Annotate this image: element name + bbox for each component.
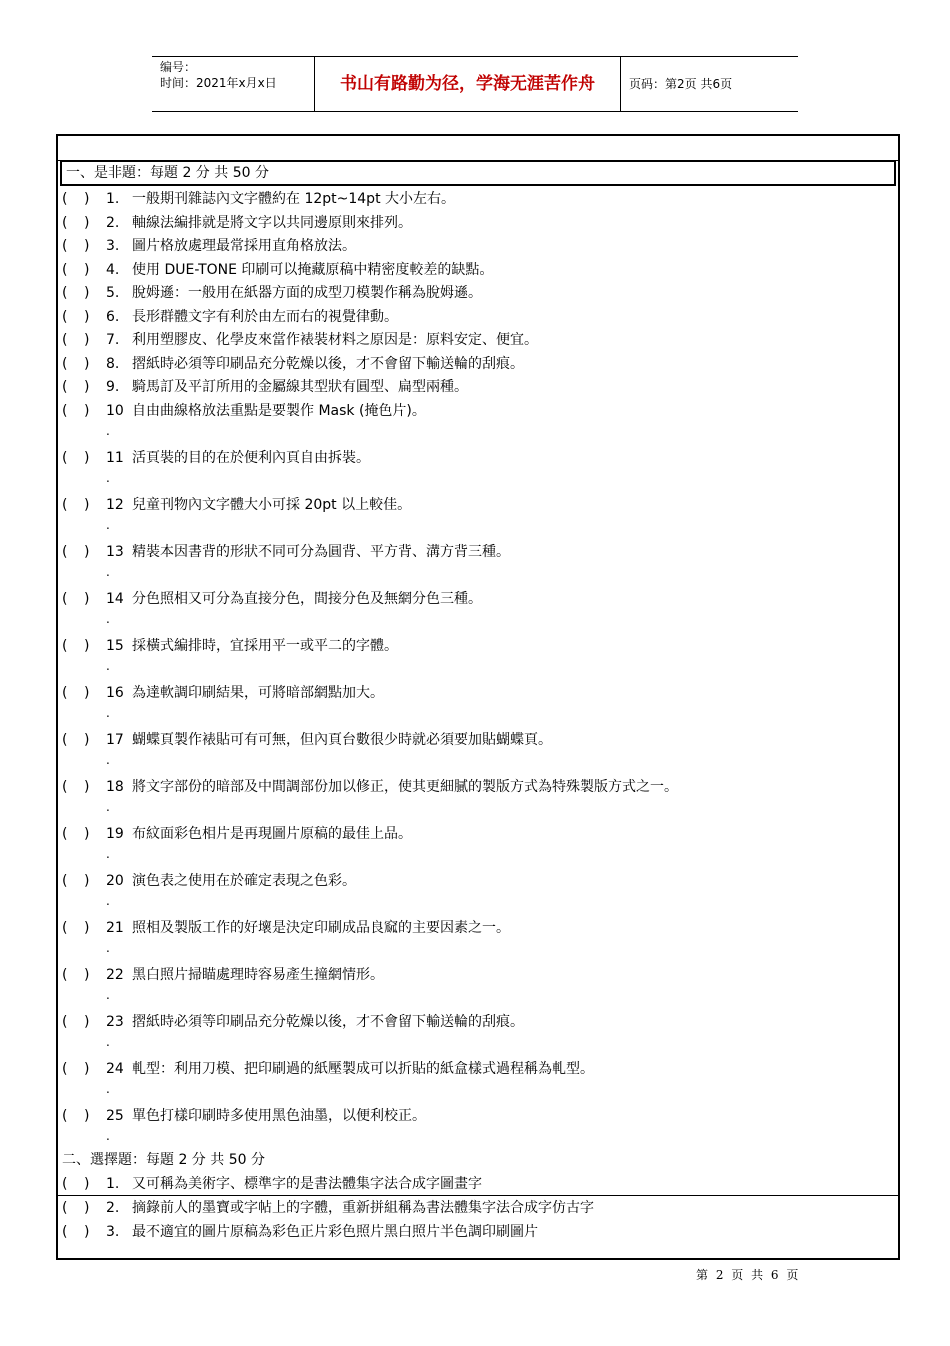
question-text: 軸線法編排就是將文字以共同邊原則來排列。 [132, 214, 412, 231]
paren-open: ( [62, 238, 68, 254]
number-dot: . [106, 752, 110, 767]
question-number: 3. [106, 238, 120, 254]
question-text: 摺紙時必須等印刷品充分乾燥以後，才不會留下輸送輪的刮痕。 [132, 1013, 524, 1030]
question-number: 11 [106, 449, 124, 466]
question-text: 利用塑膠皮、化學皮來當作裱裝材料之原因是：原料安定、便宜。 [132, 332, 538, 348]
question-number: 4. [106, 261, 120, 278]
number-dot: . [106, 517, 110, 532]
question-text: 最不適宜的圖片原稿為彩色正片彩色照片黑白照片半色調印刷圖片 [132, 1224, 538, 1240]
number-dot: . [106, 1081, 110, 1096]
question-number: 2. [106, 1200, 120, 1216]
paren-open: ( [62, 1176, 68, 1192]
paren-open: ( [62, 1013, 68, 1030]
number-dot: . [106, 658, 110, 673]
question-text: 將文字部份的暗部及中間調部份加以修正，使其更細膩的製版方式為特殊製版方式之一。 [132, 778, 678, 795]
question-number: 18 [106, 778, 124, 795]
number-dot: . [106, 564, 110, 579]
paren-open: ( [62, 355, 68, 372]
question-text: 使用 DUE-TONE 印刷可以掩藏原稿中精密度較差的缺點。 [132, 261, 494, 278]
paren-open: ( [62, 449, 68, 466]
paren-close: ) [84, 731, 90, 748]
paren-close: ) [84, 285, 90, 301]
question-text: 演色表之使用在於確定表現之色彩。 [132, 872, 356, 889]
paren-close: ) [84, 308, 90, 325]
paren-close: ) [84, 355, 90, 372]
paren-close: ) [84, 379, 90, 395]
question-text: 一般期刊雜誌內文字體約在 12pt~14pt 大小左右。 [132, 191, 456, 207]
paren-open: ( [62, 1200, 68, 1216]
page-header [152, 56, 798, 112]
section2-title: 二、選擇題：每題 2 分 共 50 分 [62, 1152, 265, 1168]
question-text: 黑白照片掃瞄處理時容易產生撞網情形。 [132, 966, 384, 983]
question-number: 3. [106, 1224, 120, 1240]
paren-close: ) [84, 919, 90, 936]
question-number: 5. [106, 285, 120, 301]
question-number: 12 [106, 496, 124, 513]
page-footer: 第 2 页 共 6 页 [696, 1268, 801, 1282]
paren-open: ( [62, 1060, 68, 1077]
paren-close: ) [84, 332, 90, 348]
question-number: 25 [106, 1107, 124, 1124]
paren-open: ( [62, 496, 68, 513]
frame-top-band [58, 136, 898, 161]
paren-close: ) [84, 590, 90, 607]
paren-open: ( [62, 308, 68, 325]
question-text: 活頁裝的目的在於便利內頁自由拆裝。 [132, 449, 370, 466]
paren-open: ( [62, 872, 68, 889]
paren-close: ) [84, 402, 90, 419]
question-text: 長形群體文字有利於由左而右的視覺律動。 [132, 308, 398, 325]
question-text: 照相及製版工作的好壞是決定印刷成品良窳的主要因素之一。 [132, 919, 510, 936]
paren-close: ) [84, 966, 90, 983]
question-text: 摘錄前人的墨寶或字帖上的字體，重新拼組稱為書法體集字法合成字仿古字 [132, 1200, 594, 1216]
paren-open: ( [62, 261, 68, 278]
question-number: 6. [106, 308, 120, 325]
question-number: 13 [106, 543, 124, 560]
paren-open: ( [62, 966, 68, 983]
question-number: 1. [106, 191, 120, 207]
paren-close: ) [84, 825, 90, 842]
number-dot: . [106, 940, 110, 955]
question-number: 20 [106, 872, 124, 889]
paren-close: ) [84, 1176, 90, 1192]
number-dot: . [106, 470, 110, 485]
paren-close: ) [84, 1107, 90, 1124]
paren-open: ( [62, 543, 68, 560]
question-number: 2. [106, 214, 120, 231]
question-number: 7. [106, 332, 120, 348]
paren-close: ) [84, 543, 90, 560]
paren-close: ) [84, 1060, 90, 1077]
paren-close: ) [84, 1013, 90, 1030]
question-number: 8. [106, 355, 120, 372]
paren-close: ) [84, 261, 90, 278]
exam-frame [56, 134, 900, 1260]
question-number: 14 [106, 590, 124, 607]
row-divider [58, 1195, 898, 1196]
question-text: 為達軟調印刷結果，可將暗部網點加大。 [132, 684, 384, 701]
date-label: 时间：2021年x月x日 [160, 76, 277, 90]
question-number: 23 [106, 1013, 124, 1030]
number-dot: . [106, 1034, 110, 1049]
question-number: 19 [106, 825, 124, 842]
paren-close: ) [84, 191, 90, 207]
question-number: 17 [106, 731, 124, 748]
question-number: 16 [106, 684, 124, 701]
header-meta [152, 57, 315, 111]
paren-close: ) [84, 684, 90, 701]
paren-close: ) [84, 637, 90, 654]
question-text: 摺紙時必須等印刷品充分乾燥以後，才不會留下輸送輪的刮痕。 [132, 355, 524, 372]
paren-open: ( [62, 332, 68, 348]
paren-open: ( [62, 285, 68, 301]
number-dot: . [106, 611, 110, 626]
paren-close: ) [84, 238, 90, 254]
paren-open: ( [62, 731, 68, 748]
paren-open: ( [62, 1107, 68, 1124]
paren-open: ( [62, 1224, 68, 1240]
question-number: 9. [106, 379, 120, 395]
header-page-label: 页码：第2页 共6页 [629, 77, 733, 91]
question-number: 22 [106, 966, 124, 983]
number-dot: . [106, 987, 110, 1002]
question-text: 圖片格放處理最常採用直角格放法。 [132, 238, 356, 254]
header-motto: 书山有路勤为径，学海无涯苦作舟 [315, 57, 621, 111]
question-text: 布紋面彩色相片是再現圖片原稿的最佳上品。 [132, 825, 412, 842]
paren-open: ( [62, 214, 68, 231]
question-number: 24 [106, 1060, 124, 1077]
paren-open: ( [62, 590, 68, 607]
number-dot: . [106, 799, 110, 814]
paren-close: ) [84, 872, 90, 889]
number-dot: . [106, 705, 110, 720]
question-text: 蝴蝶頁製作裱貼可有可無，但內頁台數很少時就必須要加貼蝴蝶頁。 [132, 731, 552, 748]
question-number: 21 [106, 919, 124, 936]
paren-open: ( [62, 825, 68, 842]
question-number: 10 [106, 402, 124, 419]
question-text: 精裝本因書背的形狀不同可分為圓背、平方背、溝方背三種。 [132, 543, 510, 560]
question-text: 單色打樣印刷時多使用黑色油墨，以便利校正。 [132, 1107, 426, 1124]
paren-close: ) [84, 1200, 90, 1216]
paren-open: ( [62, 402, 68, 419]
question-text: 軋型：利用刀模、把印刷過的紙壓製成可以折貼的紙盒樣式過程稱為軋型。 [132, 1060, 594, 1077]
paren-close: ) [84, 778, 90, 795]
question-text: 採橫式編排時，宜採用平一或平二的字體。 [132, 637, 398, 654]
question-text: 騎馬訂及平訂所用的金屬線其型狀有圓型、扁型兩種。 [132, 379, 468, 395]
question-number: 1. [106, 1176, 120, 1192]
question-text: 脫姆遜：一般用在紙器方面的成型刀模製作稱為脫姆遜。 [132, 285, 482, 301]
code-label: 编号： [160, 60, 197, 74]
paren-close: ) [84, 449, 90, 466]
paren-close: ) [84, 1224, 90, 1240]
question-text: 又可稱為美術字、標準字的是書法體集字法合成字圖畫字 [132, 1176, 482, 1192]
paren-close: ) [84, 214, 90, 231]
question-number: 15 [106, 637, 124, 654]
number-dot: . [106, 1128, 110, 1143]
paren-open: ( [62, 637, 68, 654]
number-dot: . [106, 846, 110, 861]
paren-open: ( [62, 778, 68, 795]
number-dot: . [106, 423, 110, 438]
question-text: 兒童刊物內文字體大小可採 20pt 以上較佳。 [132, 496, 412, 513]
paren-open: ( [62, 191, 68, 207]
paren-open: ( [62, 379, 68, 395]
paren-open: ( [62, 919, 68, 936]
paren-close: ) [84, 496, 90, 513]
question-text: 自由曲線格放法重點是要製作 Mask (掩色片)。 [132, 402, 426, 419]
paren-open: ( [62, 684, 68, 701]
section1-title: 一、是非題：每題 2 分 共 50 分 [60, 160, 896, 186]
question-text: 分色照相又可分為直接分色，間接分色及無網分色三種。 [132, 590, 482, 607]
number-dot: . [106, 893, 110, 908]
